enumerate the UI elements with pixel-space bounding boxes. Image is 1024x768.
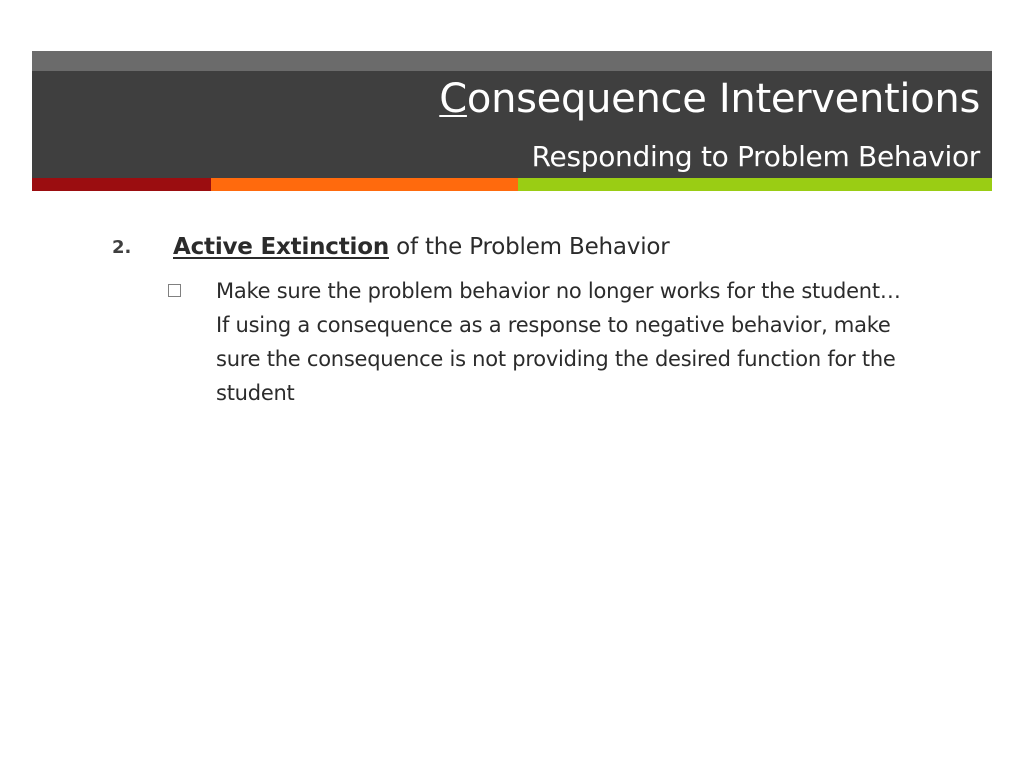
hollow-square-bullet-icon [168,284,181,297]
bullet-text: Make sure the problem behavior no longer works for the student… If using a consequence as a response to negative behavior, make sure the consequence is not providing the desired function for the student [216,279,901,405]
item-heading-rest: of the Problem Behavior [389,234,670,260]
item-number: 2. [112,237,132,258]
title-first-letter: C [439,76,467,122]
item-term: Active Extinction [173,234,389,260]
item-heading [173,231,670,263]
slide-subtitle: Responding to Problem Behavior [531,140,980,173]
title-rest: onsequence Interventions [466,76,980,122]
